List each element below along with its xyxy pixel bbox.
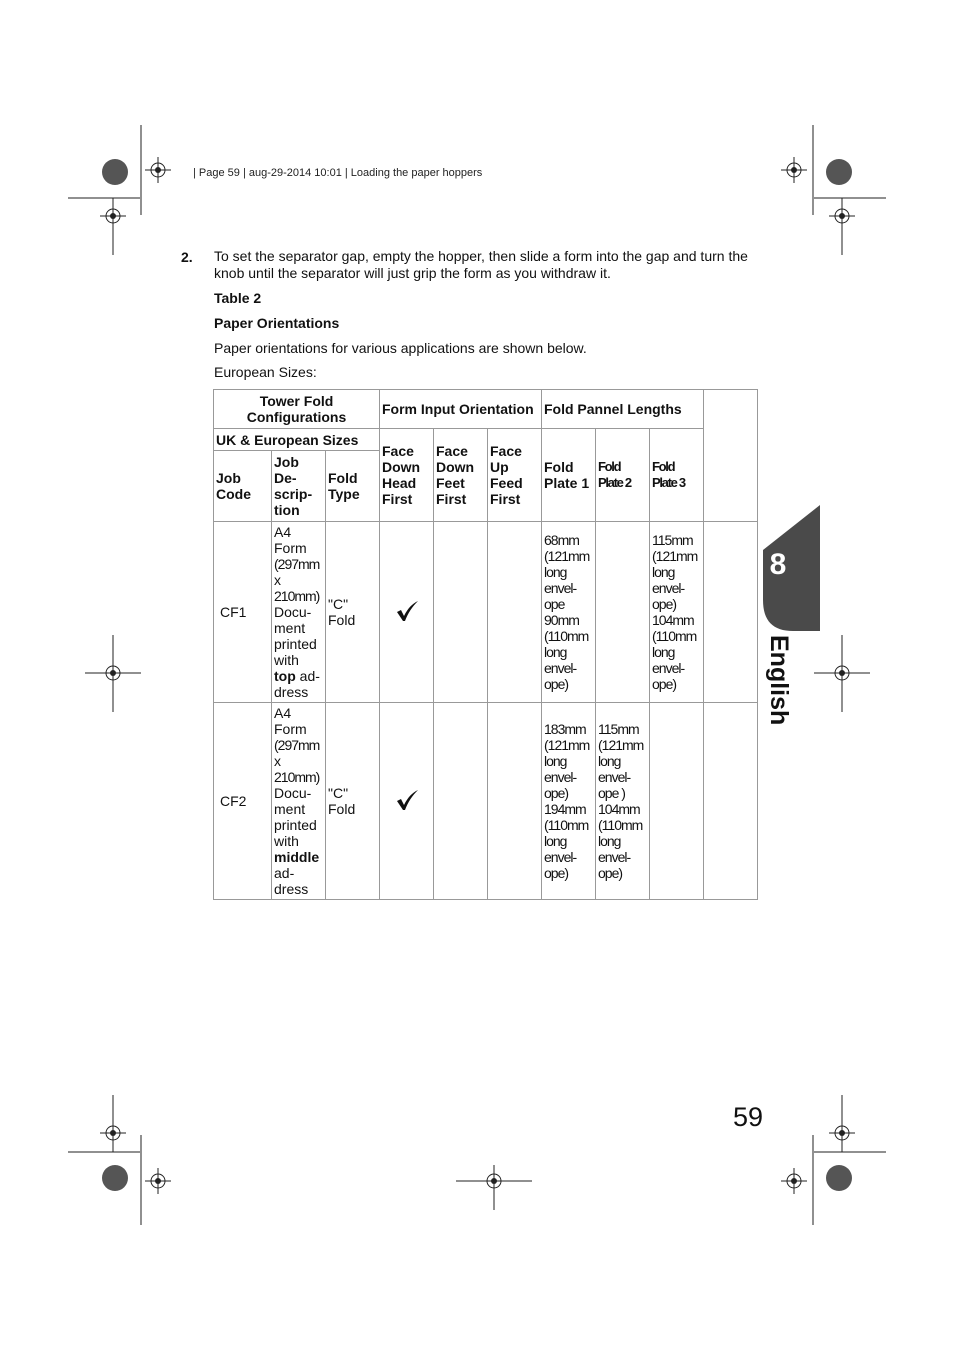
table-row bbox=[214, 703, 758, 900]
header-fold-type: Fold Type bbox=[326, 451, 380, 522]
header-face-down-feet: Face Down Feet First bbox=[434, 429, 488, 522]
desc-a: A4 Form bbox=[274, 705, 307, 737]
sizes-label: European Sizes: bbox=[214, 364, 317, 380]
chapter-language: English bbox=[765, 635, 793, 726]
paper-orientations-table bbox=[213, 389, 758, 900]
plate3-value bbox=[650, 703, 704, 900]
table-title: Paper Orientations bbox=[214, 315, 340, 331]
fold-type: "C" Fold bbox=[326, 703, 380, 900]
check-cell bbox=[380, 522, 434, 703]
desc-b: (297mm x 210mm) bbox=[274, 737, 320, 785]
desc-c: Docu- ment printed with bbox=[274, 785, 317, 849]
header-uk-european: UK & European Sizes bbox=[214, 429, 380, 451]
header-plate3: Fold Plate 3 bbox=[650, 429, 704, 522]
desc-bold: top bbox=[274, 668, 296, 684]
page-number: 59 bbox=[733, 1102, 764, 1132]
plate2-value bbox=[596, 522, 650, 703]
header-plate1: Fold Plate 1 bbox=[542, 429, 596, 522]
empty-header-cell bbox=[704, 390, 758, 522]
desc-bold: middle bbox=[274, 849, 320, 865]
header-plate2: Fold Plate 2 bbox=[596, 429, 650, 522]
job-description bbox=[272, 703, 326, 900]
job-code: CF2 bbox=[214, 703, 272, 900]
plate3-value: 115mm (121mm long envel- ope) 104mm (110mm long envel- ope) bbox=[650, 522, 704, 703]
fold-type: "C" Fold bbox=[326, 522, 380, 703]
header-face-down-head: Face Down Head First bbox=[380, 429, 434, 522]
table-subheader-row bbox=[214, 429, 758, 451]
empty-cell bbox=[704, 522, 758, 703]
header-face-up: Face Up Feed First bbox=[488, 429, 542, 522]
checkmark-icon bbox=[395, 600, 419, 622]
page-header: | Page 59 | aug-29-2014 10:01 | Loading the paper hoppers bbox=[193, 167, 483, 179]
job-code: CF1 bbox=[214, 522, 272, 703]
check-cell bbox=[380, 703, 434, 900]
empty-cell bbox=[434, 703, 488, 900]
empty-cell bbox=[488, 703, 542, 900]
desc-c: Docu- ment printed with bbox=[274, 604, 317, 668]
plate2-value: 115mm (121mm long envel- ope ) 104mm (110mm long envel- ope) bbox=[596, 703, 650, 900]
intro-text: Paper orientations for various applications are shown below. bbox=[214, 340, 587, 356]
chapter-number: 8 bbox=[769, 548, 787, 581]
plate1-value: 68mm (121mm long envel- ope 90mm (110mm long envel- ope) bbox=[542, 522, 596, 703]
desc-d: ad- dress bbox=[274, 668, 320, 700]
desc-d: ad- dress bbox=[274, 865, 309, 897]
step-text: To set the separator gap, empty the hopper, then slide a form into the gap and turn the knob until the separator will just grip the form as you withdraw it. bbox=[214, 248, 748, 281]
header-tower-fold: Tower Fold Configurations bbox=[214, 390, 380, 429]
empty-cell bbox=[704, 703, 758, 900]
desc-b: (297mm x 210mm) bbox=[274, 556, 320, 604]
table-label: Table 2 bbox=[214, 290, 262, 306]
header-job-code: Job Code bbox=[214, 451, 272, 522]
job-description bbox=[272, 522, 326, 703]
step-number: 2. bbox=[181, 249, 193, 265]
empty-cell bbox=[434, 522, 488, 703]
table-row bbox=[214, 522, 758, 703]
empty-cell bbox=[488, 522, 542, 703]
plate1-value: 183mm (121mm long envel- ope) 194mm (110mm long envel- ope) bbox=[542, 703, 596, 900]
desc-a: A4 Form bbox=[274, 524, 307, 556]
table-header-row bbox=[214, 390, 758, 429]
header-form-input: Form Input Orientation bbox=[380, 390, 542, 429]
header-fold-lengths: Fold Pannel Lengths bbox=[542, 390, 704, 429]
checkmark-icon bbox=[395, 789, 419, 811]
header-job-desc: Job De- scrip- tion bbox=[272, 451, 326, 522]
